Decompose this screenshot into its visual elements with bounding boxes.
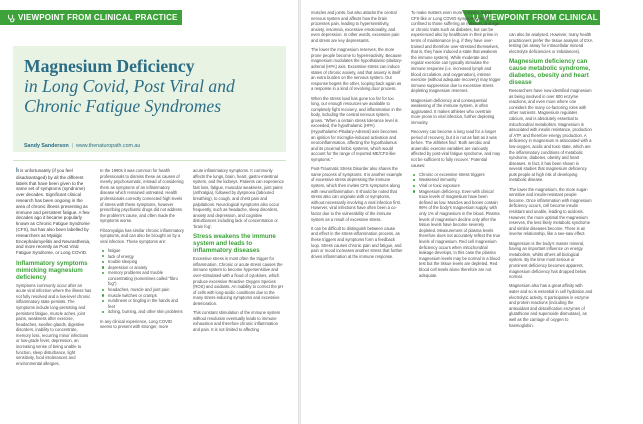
article-title-italic: in Long Covid, Post Viral and Chronic Fatigue Syndromes [24, 76, 235, 116]
author-name: Sandy Sanderson [24, 143, 69, 149]
body-paragraph: Recovery can become a long road for a longer period of recovery, but it is not as fast as it was before. The athletes find: ‘Both aerobic and anaerobic exercise variables are variously affected by post-viral fatigue syndrome, and may not be sufficient to fully recover.’ Potential causes: [411, 129, 501, 168]
intro-paragraph: It is unfortunately (if you feel disadvantaged) by all the different labels that have been given to the same set of symptoms (syndrome) over decades. Significant clinical research has been ongoing in the area of chronic illness presenting as immune and persistent fatigue. A few decades ago it became popularly known as Chronic Fatigue Syndrome (CFS), but has also been labelled by researchers as Myalgic Encephalomyelitis and Neurasthenia, and more recently as Post Viral Fatigue Syndrome, or Long COVID. [16, 168, 91, 256]
body-paragraph: can also be analysed. However, many health practitioners prefer the tissue analysis of EXA testing (an assay for intracellular mineral electrolyte deficiencies or imbalances). [509, 32, 593, 54]
column-1 [16, 168, 92, 418]
body-paragraph: acute inflammatory symptoms. It commonly affects the lungs, brain, heart, gastro-intestinal system, and the kidneys. Patients can experience fast loss, fatigue, muscular weakness, joint pains (arthralgia), followed by dyspnoea (laboured breathing), to cough, and chest pain and palpitations. Neurological symptoms also occur frequently, such as headache, sleep disorders, anxiety and depression, and cognitive disturbances including lack of concentration or ‘brain fog’. [193, 168, 284, 229]
body-paragraph: When the stress load has gone too far for too long, our enough resources we available to completely fight recovery, and inflammation in the body, including the central nervous system, grows. “When a certain stress tolerance level is exceeded, the hypothalamic (HPA) (Hypothalamic-Pituitary-Adrenal) axis becomes an ignition for microglia-induced activation and neuroinflammation, affecting the hypothalamus and its proximal limbic systems, which would account for the range of reported ME/CFS-like symptoms.” [311, 95, 402, 163]
banner-right-label: VIEWPOINT FROM CLINICAL PRACTICE [483, 13, 643, 22]
list-item: Viral or toxic exposure [419, 183, 501, 189]
body-paragraph: Magnesium deficiency and consequential weakening of the immune system, is often aggravated. It makes athletes who overtrain more prone to viral infection, further depleting immunity. [411, 97, 495, 125]
list-item: Weakened immunity [419, 177, 501, 183]
list-item: numbness or tingling in the hands and feet [108, 298, 184, 309]
list-item: fatigue [108, 248, 184, 254]
body-paragraph: Post-Traumatic Stress Disorder also shares the same process of symptoms. It is another example of excessive stress depressing the immune system, which then invites CFS symptoms along with neuroinflammation. It should be noted that stress also can originate with or symptoms, without necessarily involving a viral infection first. However, viral infections have often been a co-factor due to the vulnerability of the immune system as a result of excessive stress. [311, 166, 403, 222]
body-paragraph: Excessive stress is most often the trigger for inflammation. Chronic or acute stress causes the immune system to become hypersensitive and over-stimulated with a flood of cytokines, which produce excessive Reactive Oxygen Species (ROS) and oxidants. An inability to correct the pH of cells with long-acidic conditions due to the many stress-inducing symptoms and excessive deterioration. [193, 256, 284, 306]
body-paragraph: Symptoms commonly occur after an acute viral infection where the illness has not fully resolved and a low-level chronic inflammatory state persists. The symptoms include long-persisting and persistent fatigue, muscle aches, joint pains, weakness after exercise, headaches, swollen glands, digestive disorders, inability to concentrate, memory loss, recurring minor infections or low-grade fever, depression, an increasing sense of being unable to function, sleep disturbance, light sensitivity, food intolerances and environmental allergies. [16, 282, 92, 366]
column-2 [100, 168, 184, 418]
body-paragraph: It can be difficult to distinguish between cause and effect in the stress-inflammation process, as these triggers and symptoms form a feedback loop. Stress causes chronic pain and fatigue, and pain or mood increases another stress that further drives inflammation at the immune response. [311, 225, 403, 259]
list-item: Chronic or excessive stress triggers [419, 172, 501, 178]
article-title-bold: Magnesium Deficiency [24, 56, 195, 76]
banner-left-label: VIEWPOINT FROM CLINICAL PRACTICE [18, 13, 178, 22]
section-heading: Inflammatory symptoms mimicking magnesium deficiency [16, 259, 88, 281]
body-paragraph: Researchers have now identified magnesium as being involved in over 600 enzyme reactions, and even more where one considers the many co-factoring roles with other nutrients. Magnesium regulates calcium, and is absolutely essential to mitochondrial metabolism. Magnesium is associated with insulin resistance, production of ATP, and therefore energy production. A deficiency in magnesium is associated with a low-oxygen, acidic and toxic state, which are the inflammatory conditions of metabolic syndrome, diabetes, obesity and heart diseases. In fact, it has been shown in several studies that magnesium deficiency puts people at high risk of developing metabolic disease. [509, 87, 592, 183]
list-item: headaches, muscle and joint pain [108, 287, 184, 293]
body-paragraph: Magnesium also has a great affinity with water and so is essential in cell hydration and electrolytic activity. It participates in enzyme and protein reactions (including the antioxidant and detoxification enzymes of glutathione and superoxide dismutase), as well as the carriage of oxygen to haemoglobin. [509, 283, 593, 328]
body-paragraph: In any clinical experience, Long COVID seems to present with stronger, more [100, 318, 173, 330]
byline-separator: | [71, 143, 74, 149]
section-heading: Magnesium deficiency can cause metabolic syndrome, diabetes, obesity and heart disease [509, 57, 591, 86]
section-banner-left [0, 10, 182, 25]
body-paragraph: muscles and joints, but also attacks the central nervous system and affects how the brain processes pain, leading to hypersensitivity, anxiety, insomnia, excessive emotionality, and even depression. In other words, excessive pain and stress are key depressants. [311, 10, 400, 43]
byline [24, 143, 284, 149]
body-paragraph: Magnesium is the body’s master mineral, having an important influence on energy metabolism, whilst others all biological system. By the time most serious or prominent deficiency becomes apparent, magnesium deficiency has dropped below normal. [509, 240, 587, 280]
page-gutter [298, 0, 301, 424]
body-paragraph: In the 1990s it was common for health professionals to dismiss these as causes of merely psychosomatic, instead of considering them as symptoms of an inflammatory disease which remained untreated. Health professionals correctly connected high levels of stress with these symptoms, however prescribing psychiatric drugs did not address the problem's cause, and often made the symptoms worse. [100, 168, 184, 224]
list-item: lack of energy [108, 254, 184, 260]
body-paragraph: The lower the magnesium reserves, the more prone people become to hyperreactivity. Because magnesium modulates the hypothalamic-pituitary-adrenal (HPA) axis. Excessive stress can induce states of chronic anxiety, and that anxiety is itself an extra burden on the nervous system. Our response begets the other, looping back again as a response in a kind of revolving door process. [311, 47, 403, 92]
body-paragraph: To make matters even more complex, these CFS-like or Long COVID symptoms are not confined to those suffering an infection, and age or chronic traits such as diabetes, but can be experienced also by healthcare in their prime in terms of maintenance (e.g. if they have over-trained and therefore over-stressed themselves, that is, they have induced a state that weakens the immune system). While moderate and regular exercise can typically stimulate the immune response (i.e. increased lymph and blood circulation, and oxygenation), intense exercise (without adequate recovery) may trigger immune suppression due to excessive stress depleting magnesium reserves. [411, 10, 501, 94]
column-3 [193, 168, 285, 418]
body-paragraph: The lower the magnesium, the more sugar-sensitive and insulin-resistant people become. Once inflammation with magnesium deficiency occurs, cell become insulin resistant and unable, leading to acidosis. However, the more optimal the magnesium reserves, the less likely metabolic syndrome and similar diseases become. There is an inverse relationship, like a see-saw effect. [509, 186, 592, 237]
section-heading: Stress weakens the immune system and leads to inflammatory diseases [193, 233, 276, 255]
author-website-link[interactable]: www.thenaturopath.com.au [76, 143, 141, 149]
body-paragraph: Fibromyalgia has similar chronic inflammatory symptoms, and can also be brought on by a viral infection. These symptoms are: [100, 227, 184, 244]
article-title [24, 56, 279, 116]
list-item: muscle twitches or cramps [108, 293, 184, 299]
symptom-list [100, 248, 184, 315]
stethoscope-icon [7, 14, 15, 22]
list-item: depression or anxiety [108, 265, 184, 271]
list-item: Magnesium deficiency. Even with clinical trace levels of magnesium have been defined as low. Muscles and bones contain 99% of the body’s magnesium supply, with only 1% of magnesium in the blood. Plasma levels of magnesium decline only after the tissue levels have become severely depleted. Measurement of plasma levels therefore does not accurately reflect the true levels of magnesium. Red cell magnesium deficiency occurs when mitochondrial leakage develops, in this case the plasma magnesium levels may be normal in a blood test but the tissue levels are depleted. Red blood cell levels alone therefore are not adequate. [419, 188, 501, 278]
column-6 [509, 32, 593, 418]
cause-list [411, 172, 501, 278]
list-item: memory problems and trouble concentrating (sometimes called “fibro fog”) [108, 270, 184, 287]
title-divider [13, 160, 286, 161]
list-item: itching, burning, and other skin problems [108, 309, 183, 315]
body-paragraph: This constant stimulation of the immune system without resolution eventually leads to immune exhaustion and therefore chronic inflammation and pain. It is not limited to affecting [193, 310, 281, 332]
column-5 [411, 10, 501, 418]
column-4 [311, 10, 403, 418]
list-item: trouble sleeping [108, 259, 184, 265]
